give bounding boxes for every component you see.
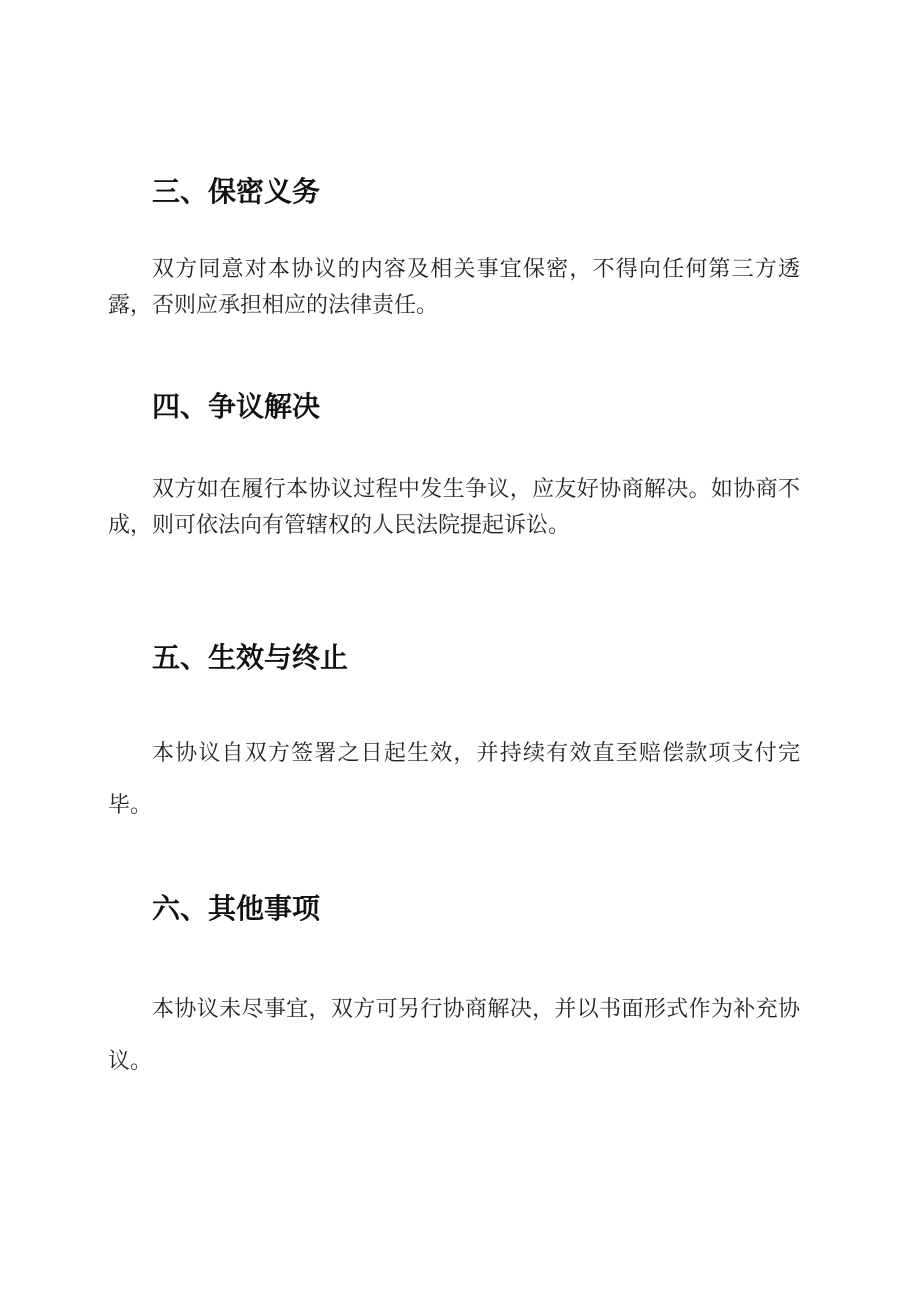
- section-heading: 五、生效与终止: [152, 641, 349, 674]
- section-heading: 三、保密义务: [152, 175, 321, 208]
- section-heading: 四、争议解决: [152, 390, 321, 423]
- section-paragraph: 本协议未尽事宜，双方可另行协商解决，并以书面形式作为补充协议。: [108, 997, 800, 1074]
- section-heading: 六、其他事项: [152, 892, 321, 925]
- section-paragraph: 双方如在履行本协议过程中发生争议，应友好协商解决。如协商不成，则可依法向有管辖权的人民法院提起诉讼。: [108, 477, 800, 538]
- section-paragraph: 双方同意对本协议的内容及相关事宜保密，不得向任何第三方透露，否则应承担相应的法律责任。: [108, 257, 800, 318]
- section-other-matters: [108, 889, 808, 1088]
- section-confidentiality: [108, 172, 808, 324]
- section-paragraph: 本协议自双方签署之日起生效，并持续有效直至赔偿款项支付完毕。: [108, 741, 800, 818]
- section-dispute-resolution: [108, 387, 808, 544]
- section-effect-and-termination: [108, 638, 808, 832]
